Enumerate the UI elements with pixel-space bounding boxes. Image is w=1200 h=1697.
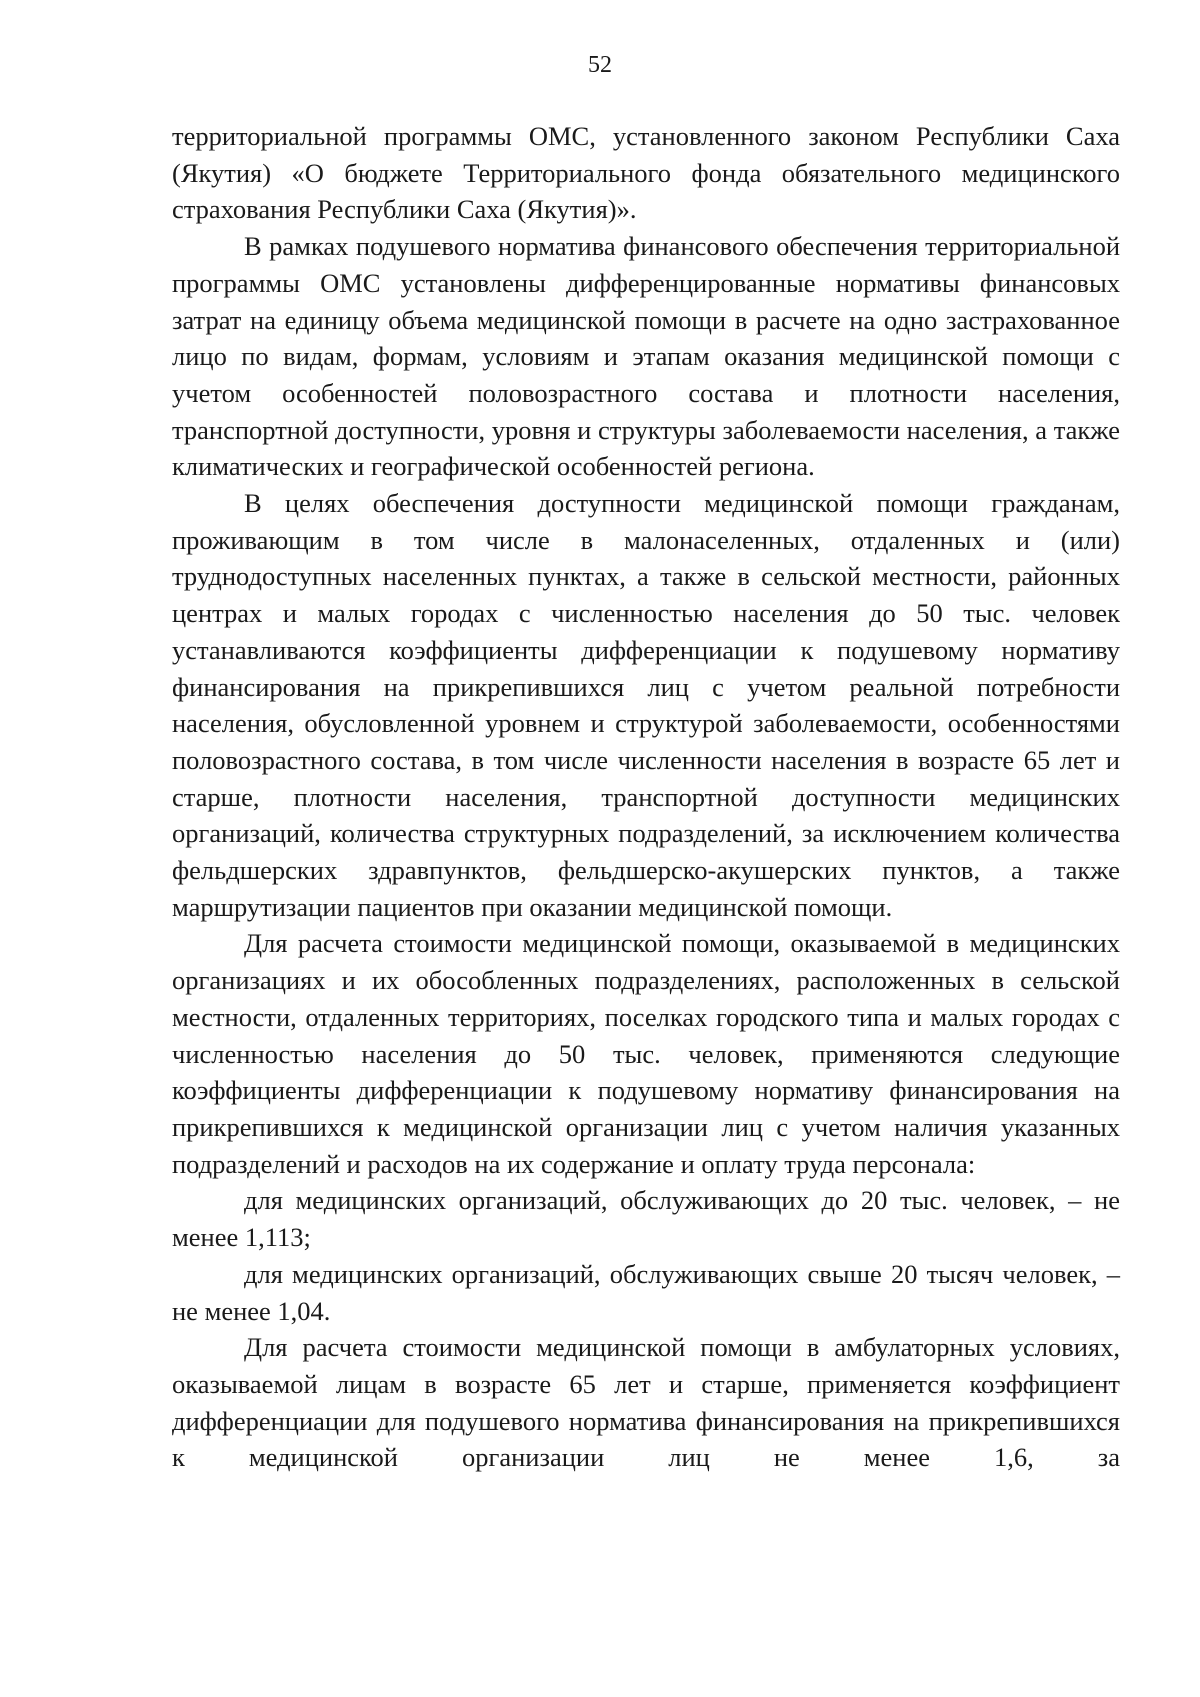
paragraph-elderly-coefficient: Для расчета стоимости медицинской помощи в амбулаторных условиях, оказываемой лицам в возрасте 65 лет и старше, применяется коэффициент дифференциации для подушевого норматива финансирования на прикрепившихся к медицинской организации лиц не менее 1,6, за: [172, 1332, 1120, 1473]
paragraph-continuation: территориальной программы ОМС, установленного законом Республики Саха (Якутия) «О бюджете Территориального фонда обязательного медицинского страхования Республики Саха (Якутия)».: [172, 121, 1120, 225]
paragraph-accessibility-coefficients: В целях обеспечения доступности медицинской помощи гражданам, проживающим в том числе в малонаселенных, отдаленных и (или) труднодоступных населенных пунктах, а также в сельской местности, районных центрах и малых городах с численностью населения до 50 тыс. человек устанавливаются коэффициенты дифференциации к подушевому нормативу финансирования на прикрепившихся лиц с учетом реальной потребности населения, обусловленной уровнем и структурой заболеваемости, особенностями половозрастного состава, в том числе численности населения в возрасте 65 лет и старше, плотности населения, транспортной доступности медицинских организаций, количества структурных подразделений, за исключением количества фельдшерских здравпунктов, фельдшерско-акушерских пунктов, а также маршрутизации пациентов при оказании медицинской помощи.: [172, 488, 1120, 922]
paragraph-differentiated-norms: В рамках подушевого норматива финансового обеспечения территориальной программы ОМС установлены дифференцированные нормативы финансовых затрат на единицу объема медицинской помощи в расчете на одно застрахованное лицо по видам, формам, условиям и этапам оказания медицинской помощи с учетом особенностей половозрастного состава и плотности населения, транспортной доступности, уровня и структуры заболеваемости населения, а также климатических и географической особенностей региона.: [172, 231, 1120, 482]
page-number: 52: [588, 52, 612, 78]
paragraph-rural-coefficients: Для расчета стоимости медицинской помощи, оказываемой в медицинских организациях и их обособленных подразделениях, расположенных в сельской местности, отдаленных территориях, поселках городского типа и малых городах с численностью населения до 50 тыс. человек, применяются следующие коэффициенты дифференциации к подушевому нормативу финансирования на прикрепившихся к медицинской организации лиц с учетом наличия указанных подразделений и расходов на их содержание и оплату труда персонала:: [172, 928, 1120, 1179]
paragraph-coefficient-over-20k: для медицинских организаций, обслуживающих свыше 20 тысяч человек, – не менее 1,04.: [172, 1258, 1120, 1326]
paragraph-coefficient-under-20k: для медицинских организаций, обслуживающих до 20 тыс. человек, – не менее 1,113;: [172, 1185, 1120, 1253]
document-body: [172, 118, 1120, 1476]
